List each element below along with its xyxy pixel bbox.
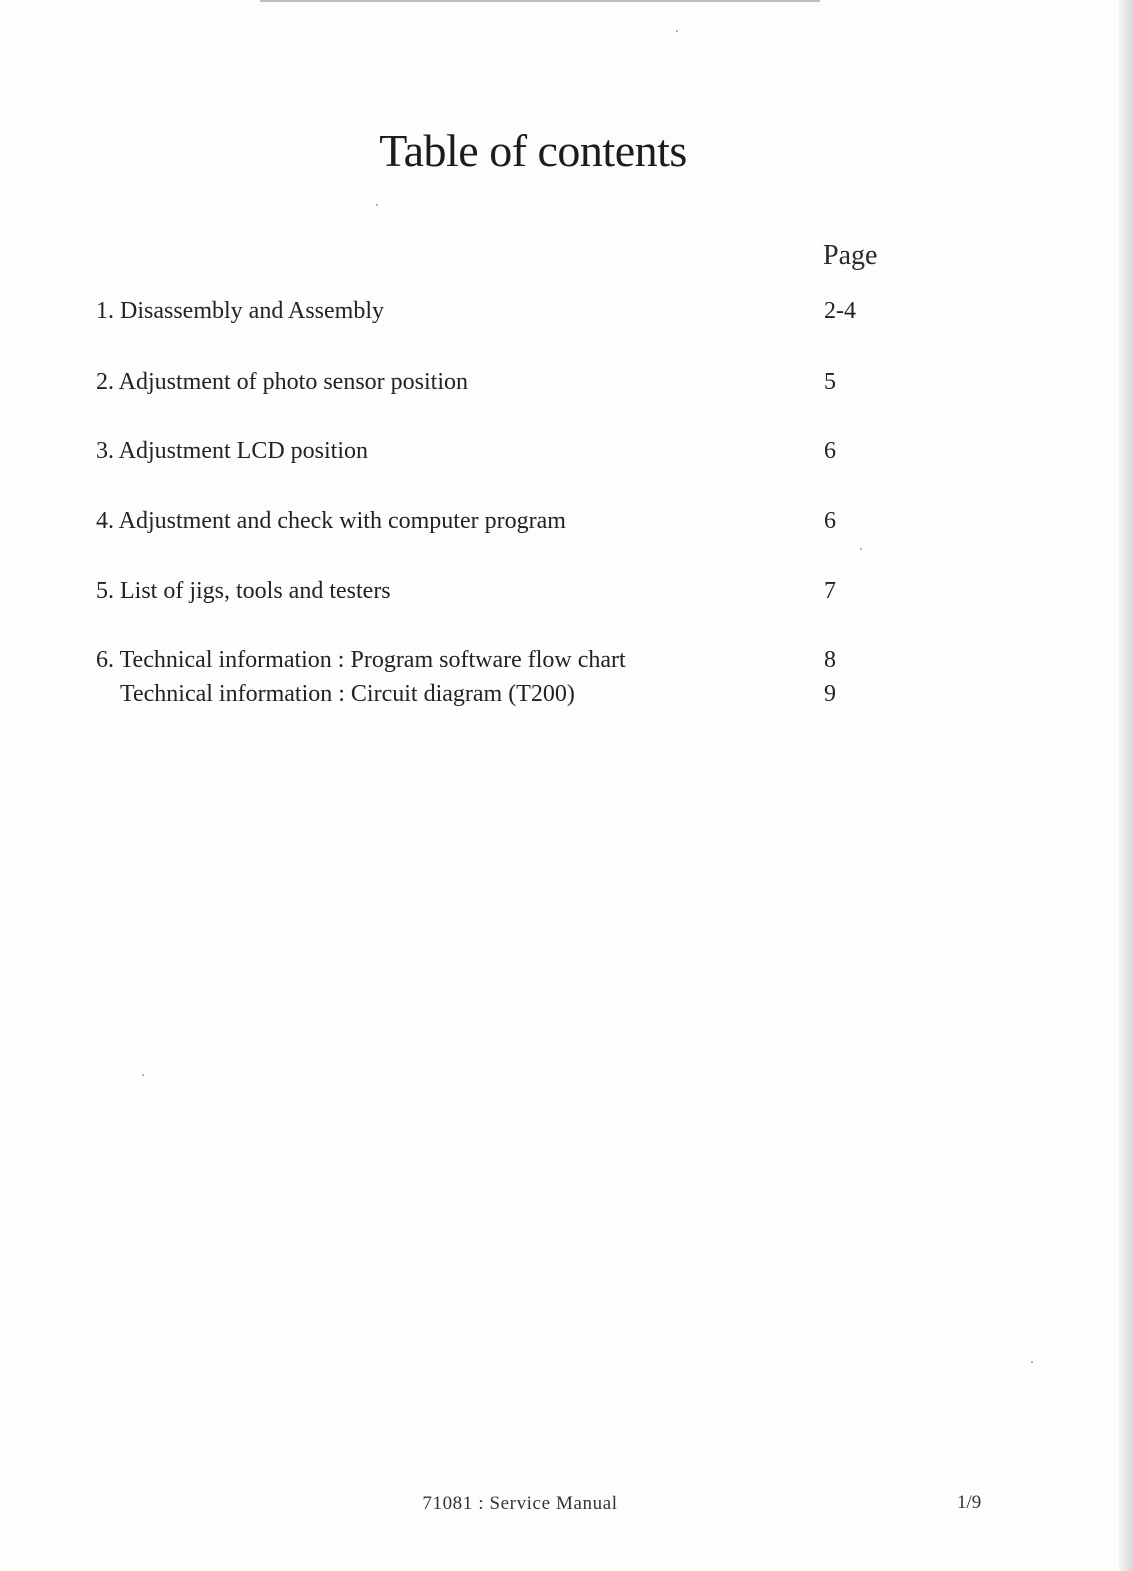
toc-entry-5 (96, 574, 876, 608)
toc-line (96, 434, 876, 468)
toc-entry-page: 6 (824, 508, 836, 534)
toc-entry-page: 2-4 (824, 298, 856, 324)
page-column-header: Page (823, 240, 878, 271)
toc-entry-text: 6. Technical information : Program software flow chart (96, 647, 626, 673)
toc-line (96, 643, 876, 677)
toc-entry-3 (96, 434, 876, 468)
toc-entry-page: 8 (824, 647, 836, 673)
toc-entry-text: 3. Adjustment LCD position (96, 438, 369, 464)
top-rule-divider (260, 0, 820, 2)
toc-line (96, 677, 876, 711)
footer-manual-label: 71081 : Service Manual (422, 1493, 618, 1514)
toc-line (96, 574, 876, 608)
toc-entry-text: 2. Adjustment of photo sensor position (96, 369, 468, 395)
toc-entry-6 (96, 643, 876, 711)
toc-entry-text: 4. Adjustment and check with computer program (96, 508, 566, 534)
toc-entry-page: 5 (824, 369, 836, 395)
scan-speck (1031, 1361, 1033, 1363)
toc-entry-page: 7 (824, 578, 836, 604)
toc-entry-text: 1. Disassembly and Assembly (96, 298, 384, 324)
scan-speck (676, 30, 678, 32)
toc-entry-page: 6 (824, 438, 836, 464)
page-title: Table of contents (379, 125, 687, 176)
toc-entry-1 (96, 294, 876, 328)
toc-entry-text: 5. List of jigs, tools and testers (96, 578, 391, 604)
scan-speck (376, 204, 378, 206)
toc-line (96, 294, 876, 328)
footer-page-indicator: 1/9 (957, 1492, 982, 1513)
scan-speck (860, 548, 862, 550)
toc-line (96, 365, 876, 399)
toc-entry-2 (96, 365, 876, 399)
page-edge-shadow (1119, 0, 1133, 1571)
toc-entry-4 (96, 504, 876, 538)
toc-line (96, 504, 876, 538)
toc-entry-page: 9 (824, 681, 836, 707)
toc-entry-text: Technical information : Circuit diagram (T200) (120, 681, 575, 707)
scan-speck (142, 1074, 144, 1076)
